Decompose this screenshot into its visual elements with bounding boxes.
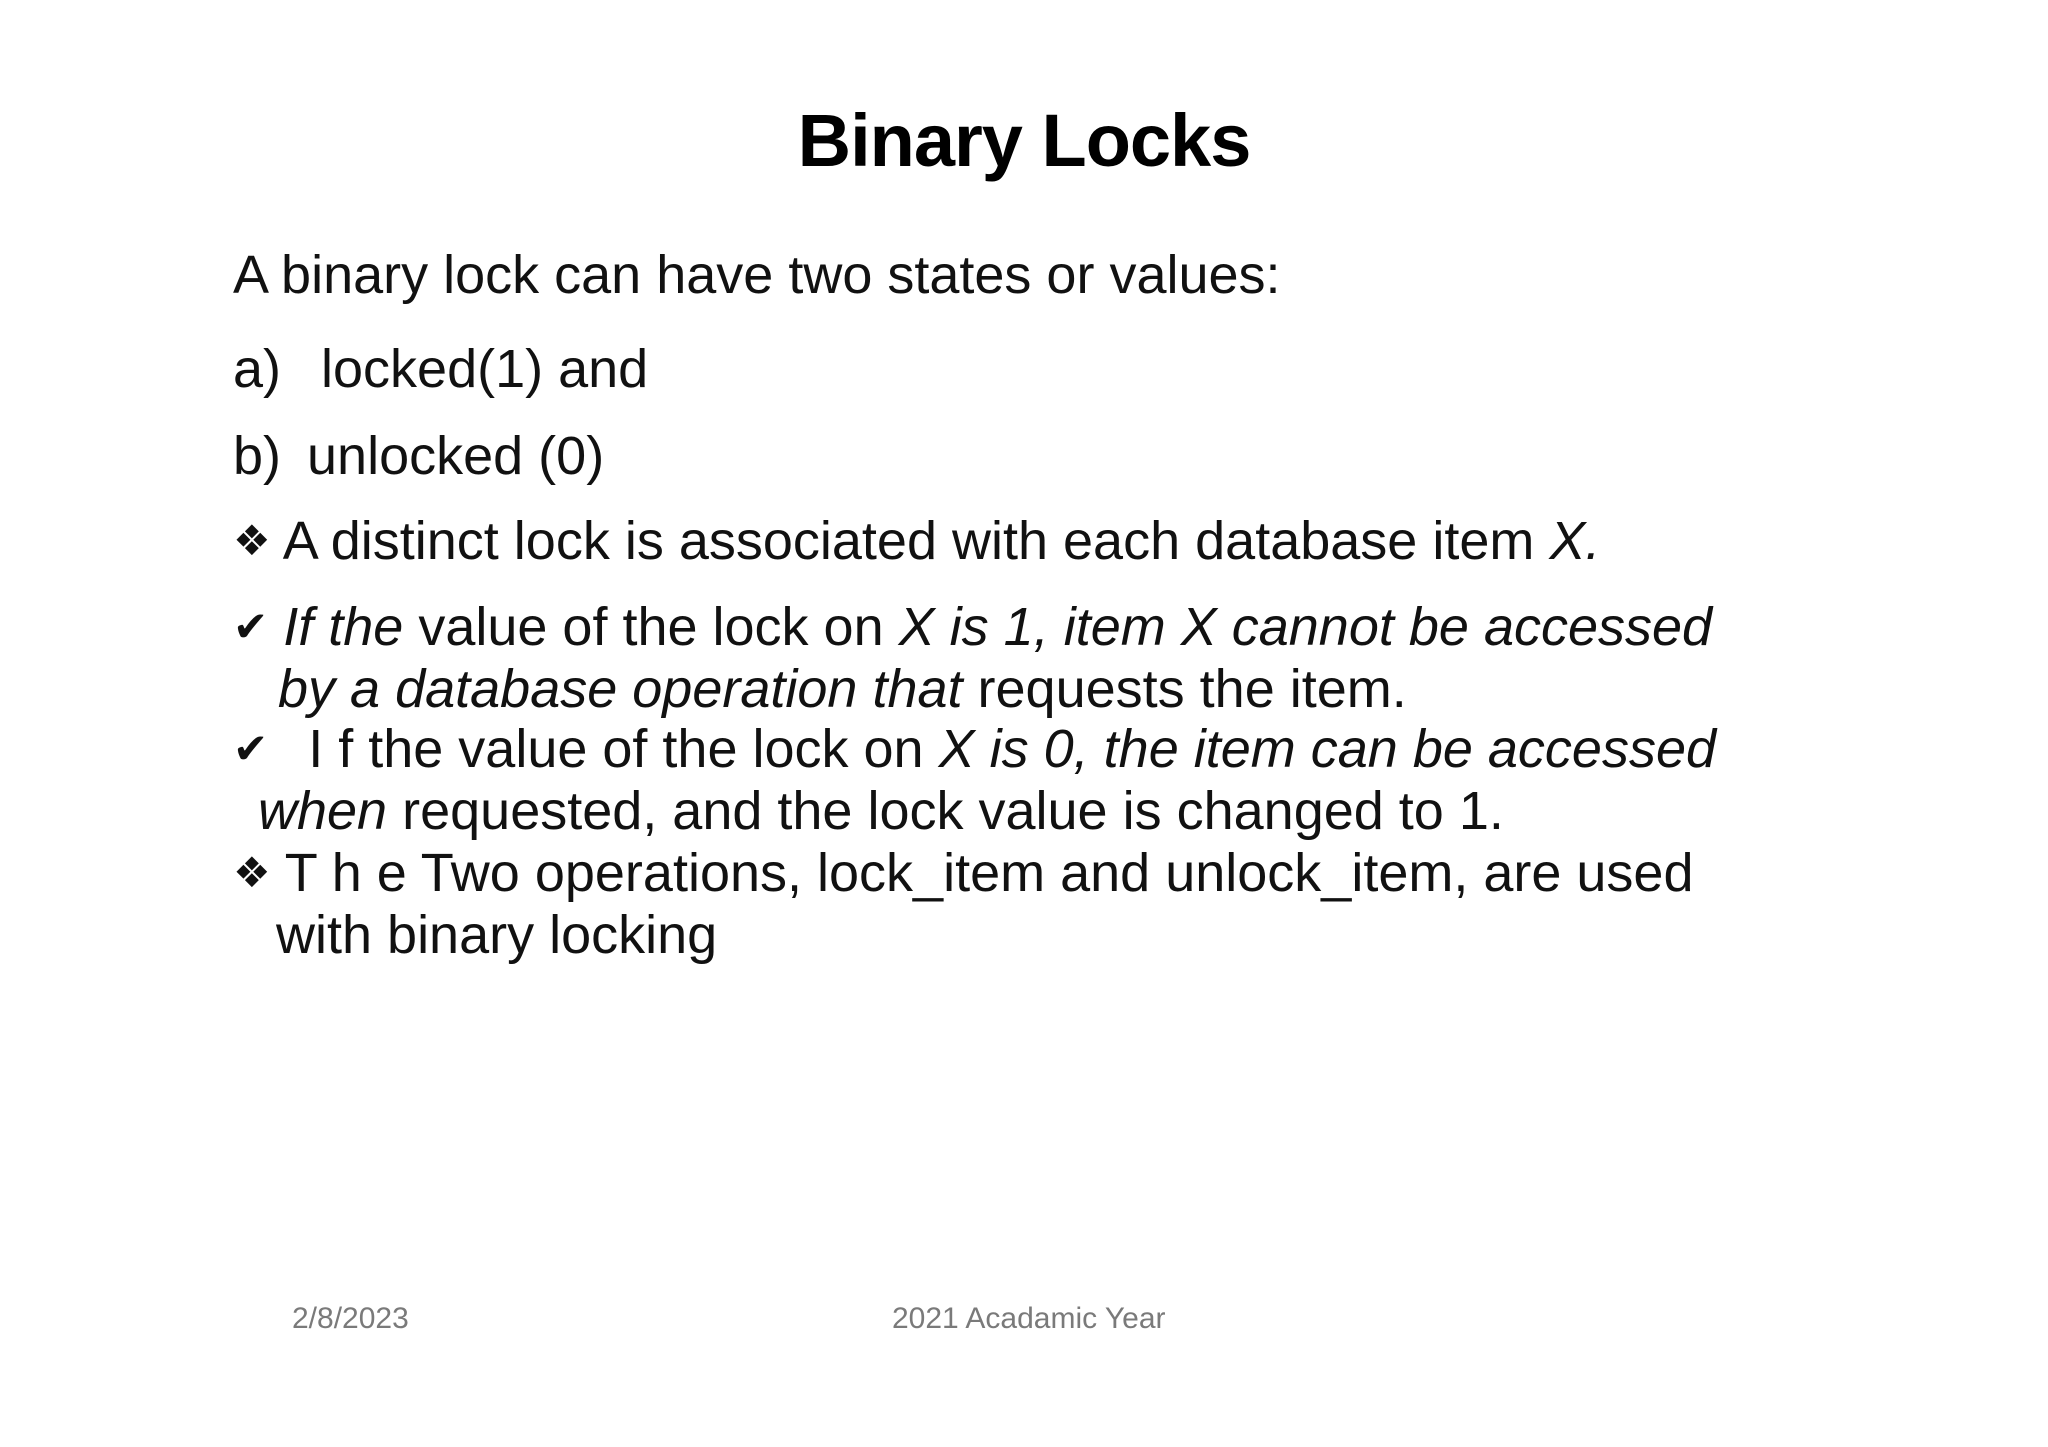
diamond-bullet-icon: ❖ <box>233 517 271 564</box>
diamond-bullet-icon: ❖ <box>233 849 271 896</box>
check-1-line-2-italic: by a database operation that <box>278 659 963 719</box>
check-item-1-line-2 <box>278 658 1407 720</box>
intro-text: A binary lock can have two states or values: <box>233 245 1281 305</box>
check-1-line-2-text: requests the item. <box>977 659 1407 719</box>
bullet-distinct-lock-italic: X. <box>1549 511 1601 571</box>
check-2-line-2-italic: when <box>258 781 388 841</box>
bullet-operations-text: T h e Two operations, lock_item and unlock_item, are used <box>284 843 1694 903</box>
state-a-text: locked(1) and <box>321 339 649 399</box>
check-item-2-line-1 <box>233 718 1716 780</box>
state-a-label: a) <box>233 339 282 399</box>
footer-date: 2/8/2023 <box>292 1302 409 1335</box>
state-b-item <box>233 425 604 487</box>
check-icon: ✔ <box>233 603 269 650</box>
state-b-text: unlocked (0) <box>307 426 605 486</box>
check-1-italic-b: X is 1, item X cannot be accessed <box>898 597 1713 657</box>
check-2-text: I f the value of the lock on <box>308 719 924 779</box>
check-item-2-line-2 <box>258 780 1504 842</box>
bullet-operations-line-2: with binary locking <box>276 905 718 965</box>
check-1-text: value of the lock on <box>418 597 884 657</box>
slide-title: Binary Locks <box>797 99 1251 182</box>
bullet-distinct-lock <box>233 510 1600 572</box>
check-1-italic-a: If the <box>283 597 404 657</box>
check-2-line-2-text: requested, and the lock value is changed to 1. <box>402 781 1504 841</box>
bullet-distinct-lock-text: A distinct lock is associated with each database item <box>282 511 1535 571</box>
check-icon: ✔ <box>233 725 269 772</box>
check-2-italic: X is 0, the item can be accessed <box>938 719 1717 779</box>
check-item-1-line-1 <box>233 596 1712 658</box>
bullet-operations-line-1 <box>233 842 1694 904</box>
state-b-label: b) <box>233 426 282 486</box>
footer-academic-year: 2021 Acadamic Year <box>892 1302 1166 1335</box>
state-a-item <box>233 338 648 400</box>
